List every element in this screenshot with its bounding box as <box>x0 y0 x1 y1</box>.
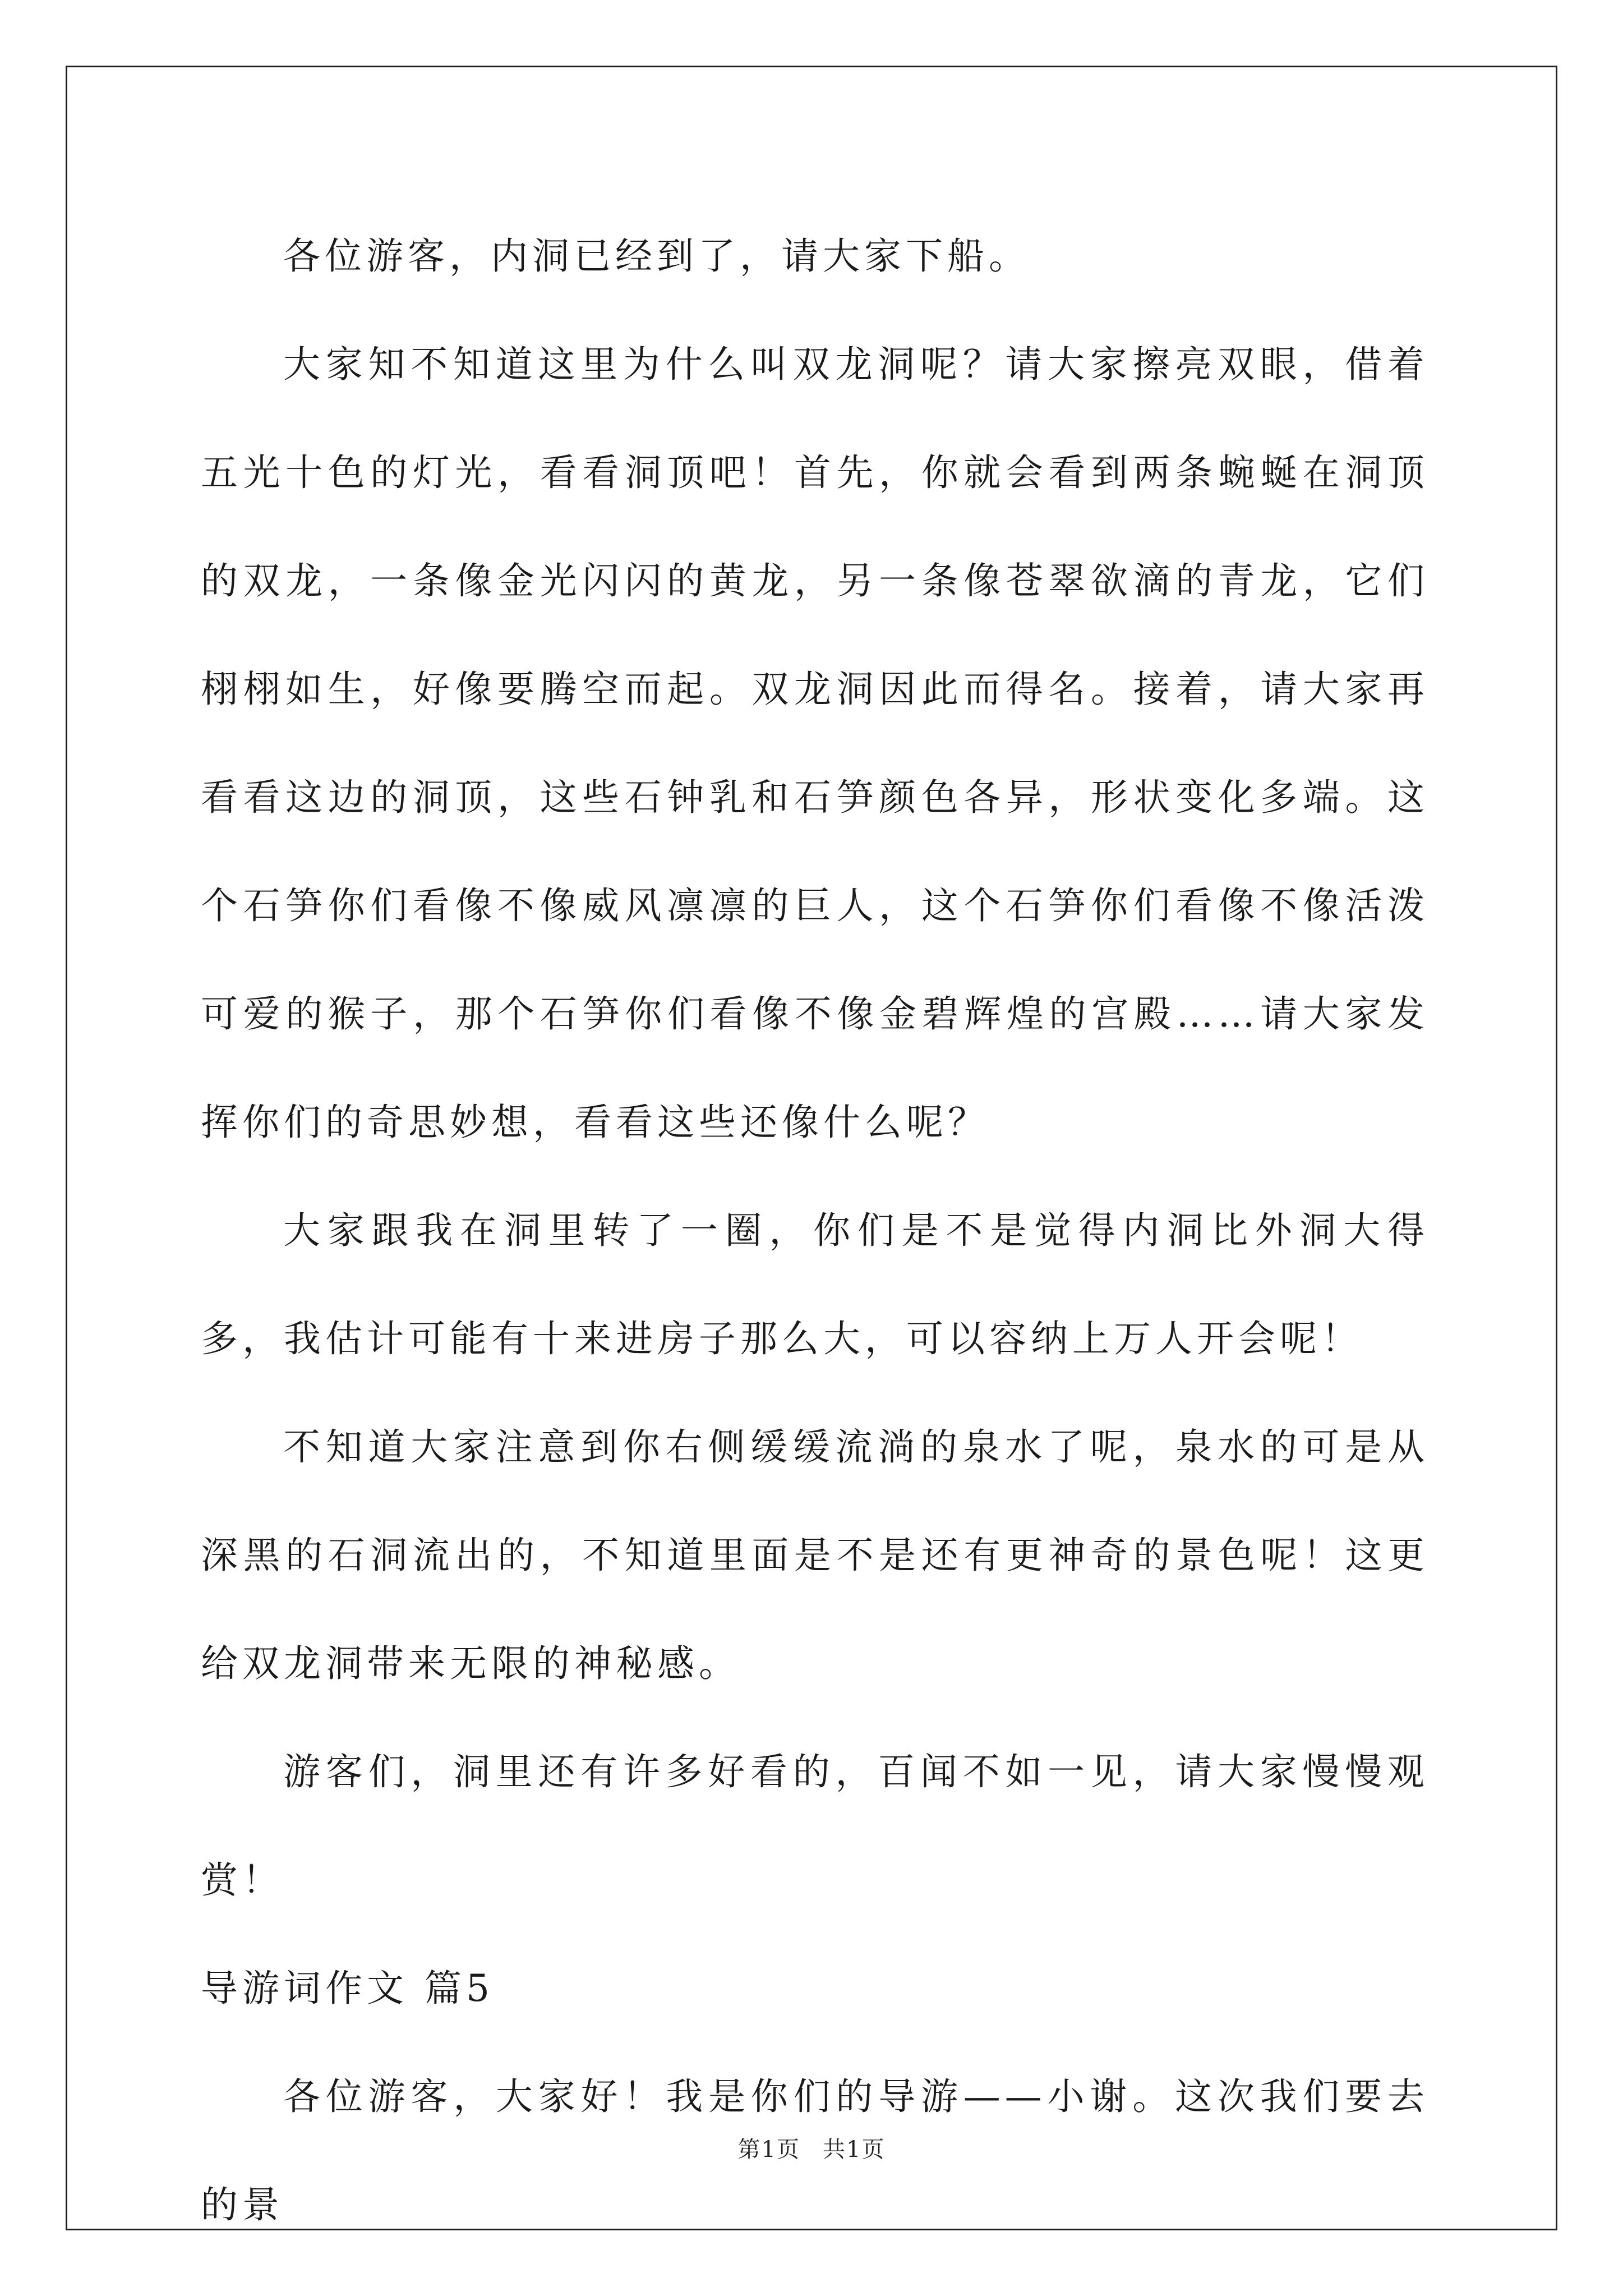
paragraph: 游客们，洞里还有许多好看的，百闻不如一见，请大家慢慢观赏！ <box>201 1750 1429 1902</box>
page-footer <box>0 2132 1623 2164</box>
page-number-current: 第1页 <box>737 2137 800 2162</box>
page-number-total: 共1页 <box>823 2137 886 2162</box>
paragraph: 各位游客，内洞已经到了，请大家下船。 <box>283 234 1030 278</box>
paragraph: 各位游客，大家好！我是你们的导游——小谢。这次我们要去的景 <box>201 2075 1429 2226</box>
paragraph: 大家跟我在洞里转了一圈，你们是不是觉得内洞比外洞大得多，我估计可能有十来进房子那么大，可以容纳上万人开会呢！ <box>201 1209 1429 1360</box>
section-heading: 导游词作文 篇5 <box>201 1967 494 2010</box>
document-body <box>201 202 1429 2259</box>
paragraph: 大家知不知道这里为什么叫双龙洞呢？请大家擦亮双眼，借着五光十色的灯光，看看洞顶吧！首先，你就会看到两条蜿蜒在洞顶的双龙，一条像金光闪闪的黄龙，另一条像苍翠欲滴的青龙，它们栩栩如生，好像要腾空而起。双龙洞因此而得名。接着，请大家再看看这边的洞顶，这些石钟乳和石笋颜色各异，形状变化多端。这个石笋你们看像不像威风凛凛的巨人，这个石笋你们看像不像活泼可爱的猴子，那个石笋你们看像不像金碧辉煌的宫殿……请大家发挥你们的奇思妙想，看看这些还像什么呢？ <box>201 343 1429 1144</box>
paragraph: 不知道大家注意到你右侧缓缓流淌的泉水了呢，泉水的可是从深黑的石洞流出的，不知道里面是不是还有更神奇的景色呢！这更给双龙洞带来无限的神秘感。 <box>201 1425 1429 1685</box>
